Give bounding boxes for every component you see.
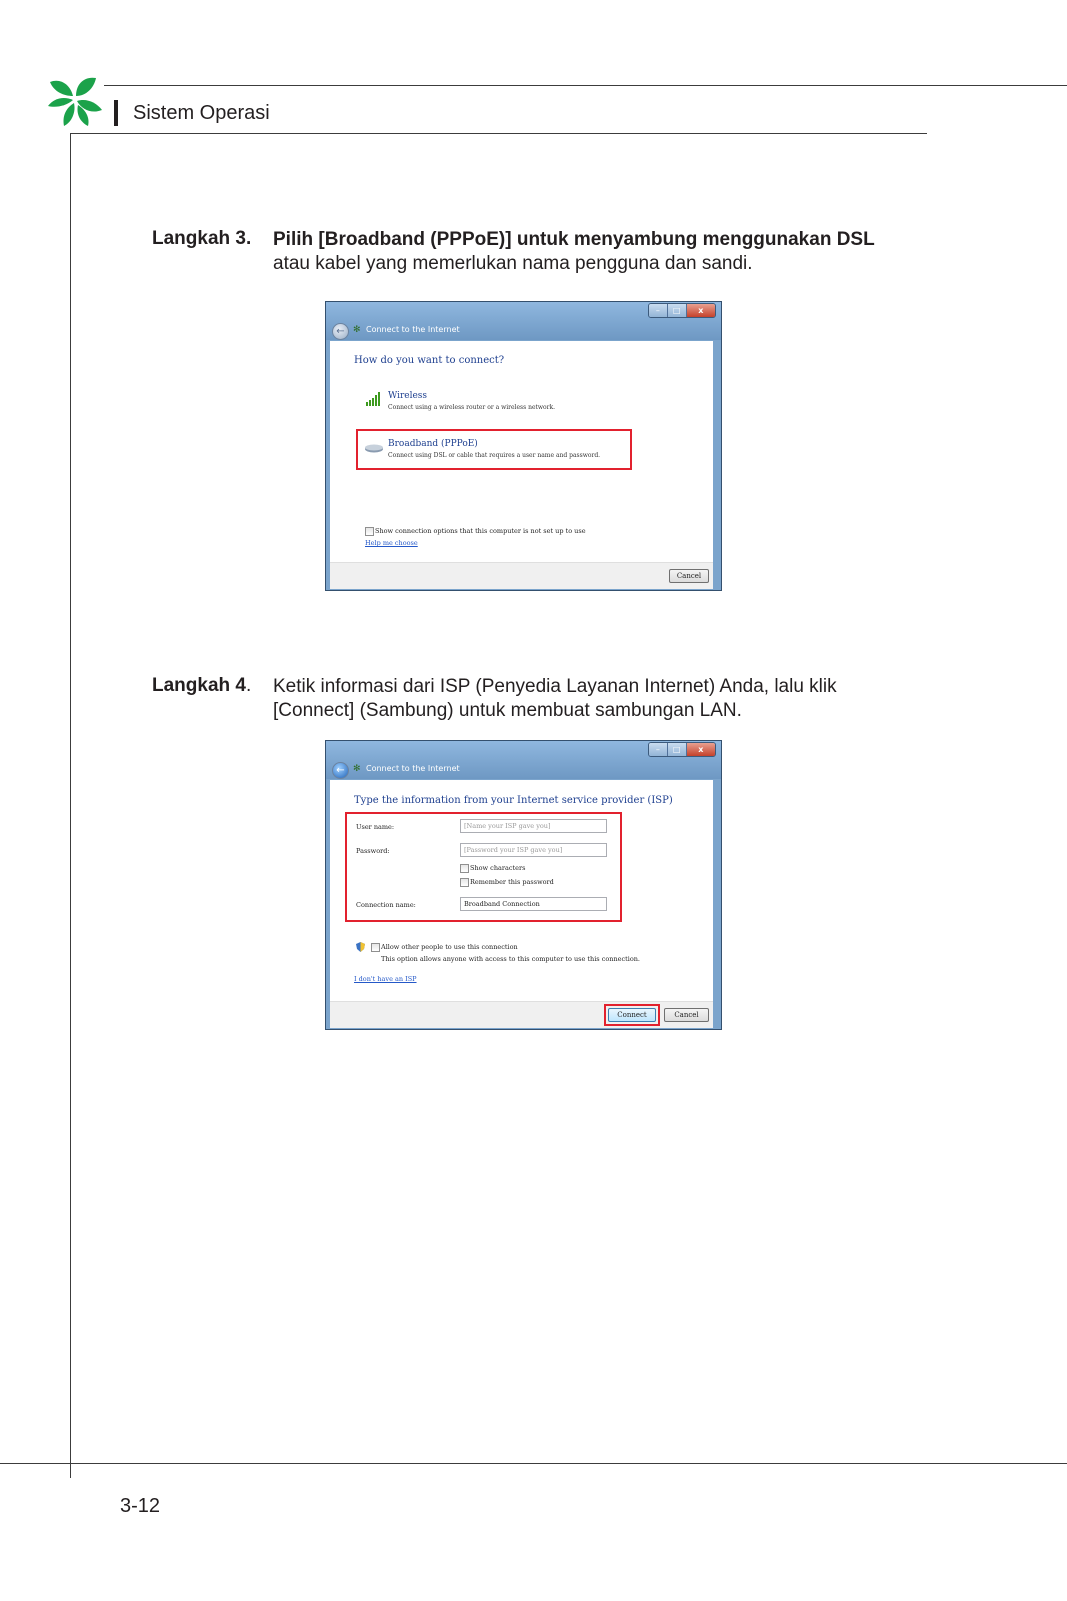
close-button[interactable]: x <box>687 304 715 317</box>
username-input[interactable]: [Name your ISP gave you] <box>460 819 607 833</box>
connect-highlight-box <box>604 1004 660 1026</box>
signal-bars-icon <box>366 392 384 406</box>
cancel-button[interactable]: Cancel <box>669 569 709 583</box>
step-4-instruction-cont: [Connect] (Sambung) untuk membuat sambungan LAN. <box>273 700 742 721</box>
cancel-button[interactable]: Cancel <box>664 1008 709 1022</box>
msi-dragon-logo-icon <box>46 76 104 128</box>
back-arrow-icon[interactable]: ← <box>332 762 349 779</box>
dialog-content <box>330 780 713 1001</box>
step-4-label <box>152 675 251 697</box>
maximize-button[interactable]: □ <box>668 304 687 317</box>
connection-name-label: Connection name: <box>356 901 416 909</box>
isp-info-dialog <box>325 740 722 1030</box>
step-3-instruction-cont: atau kabel yang memerlukan nama pengguna dan sandi. <box>273 253 753 274</box>
dialog-footer <box>330 562 713 589</box>
option-broadband-title[interactable]: Broadband (PPPoE) <box>388 439 478 449</box>
allow-others-checkbox[interactable] <box>371 943 380 952</box>
dialog-titlebar <box>326 302 721 340</box>
window-controls <box>648 303 716 318</box>
address-bar-text: Connect to the Internet <box>366 764 460 773</box>
close-button[interactable]: x <box>687 743 715 756</box>
option-broadband-desc: Connect using DSL or cable that requires a user name and password. <box>388 452 601 459</box>
maximize-button[interactable]: □ <box>668 743 687 756</box>
show-characters-label: Show characters <box>470 864 526 872</box>
allow-others-desc: This option allows anyone with access to this computer to use this connection. <box>381 955 640 963</box>
broadband-highlight-box <box>356 429 632 470</box>
step-4-label-text: Langkah 4 <box>152 675 246 696</box>
password-label: Password: <box>356 847 390 855</box>
minimize-button[interactable]: – <box>649 743 668 756</box>
dialog-heading: Type the information from your Internet service provider (ISP) <box>354 795 673 806</box>
step-3-instruction: Pilih [Broadband (PPPoE)] untuk menyambung menggunakan DSL <box>273 229 875 250</box>
username-label: User name: <box>356 823 395 831</box>
header-bottom-rule <box>70 133 927 134</box>
no-isp-link[interactable]: I don't have an ISP <box>354 975 417 983</box>
show-options-label: Show connection options that this computer is not set up to use <box>375 527 586 535</box>
network-icon: ✻ <box>353 764 361 774</box>
show-options-checkbox[interactable] <box>365 527 374 536</box>
dialog-content <box>330 341 713 562</box>
header-marker-bar <box>114 100 118 126</box>
connect-button[interactable]: Connect <box>608 1008 656 1022</box>
page-number: 3-12 <box>120 1495 161 1517</box>
connect-type-dialog <box>325 301 722 591</box>
window-controls <box>648 742 716 757</box>
dialog-titlebar <box>326 741 721 779</box>
step-3-text <box>273 228 933 276</box>
allow-others-label: Allow other people to use this connection <box>381 943 518 951</box>
option-wireless-title[interactable]: Wireless <box>388 391 428 401</box>
password-input[interactable]: [Password your ISP gave you] <box>460 843 607 857</box>
step-4-label-suffix: . <box>245 675 252 696</box>
left-margin-rule <box>70 133 71 1478</box>
remember-password-label: Remember this password <box>470 878 554 886</box>
address-bar-text: Connect to the Internet <box>366 325 460 334</box>
back-arrow-icon[interactable]: ← <box>332 323 349 340</box>
remember-password-checkbox[interactable] <box>460 878 469 887</box>
show-characters-checkbox[interactable] <box>460 864 469 873</box>
help-me-choose-link[interactable]: Help me choose <box>365 539 418 547</box>
option-wireless-desc: Connect using a wireless router or a wireless network. <box>388 404 556 411</box>
dialog-footer <box>330 1001 713 1028</box>
header-top-rule <box>104 85 1067 86</box>
network-icon: ✻ <box>353 325 361 335</box>
step-3-label: Langkah 3. <box>152 228 252 249</box>
dialog-heading: How do you want to connect? <box>354 355 505 366</box>
step-4-instruction: Ketik informasi dari ISP (Penyedia Layanan Internet) Anda, lalu klik <box>273 676 837 697</box>
step-4-text <box>273 675 933 723</box>
minimize-button[interactable]: – <box>649 304 668 317</box>
footer-rule <box>0 1463 1067 1464</box>
shield-icon <box>356 942 365 952</box>
section-title: Sistem Operasi <box>133 102 270 124</box>
connection-name-input[interactable]: Broadband Connection <box>460 897 607 911</box>
